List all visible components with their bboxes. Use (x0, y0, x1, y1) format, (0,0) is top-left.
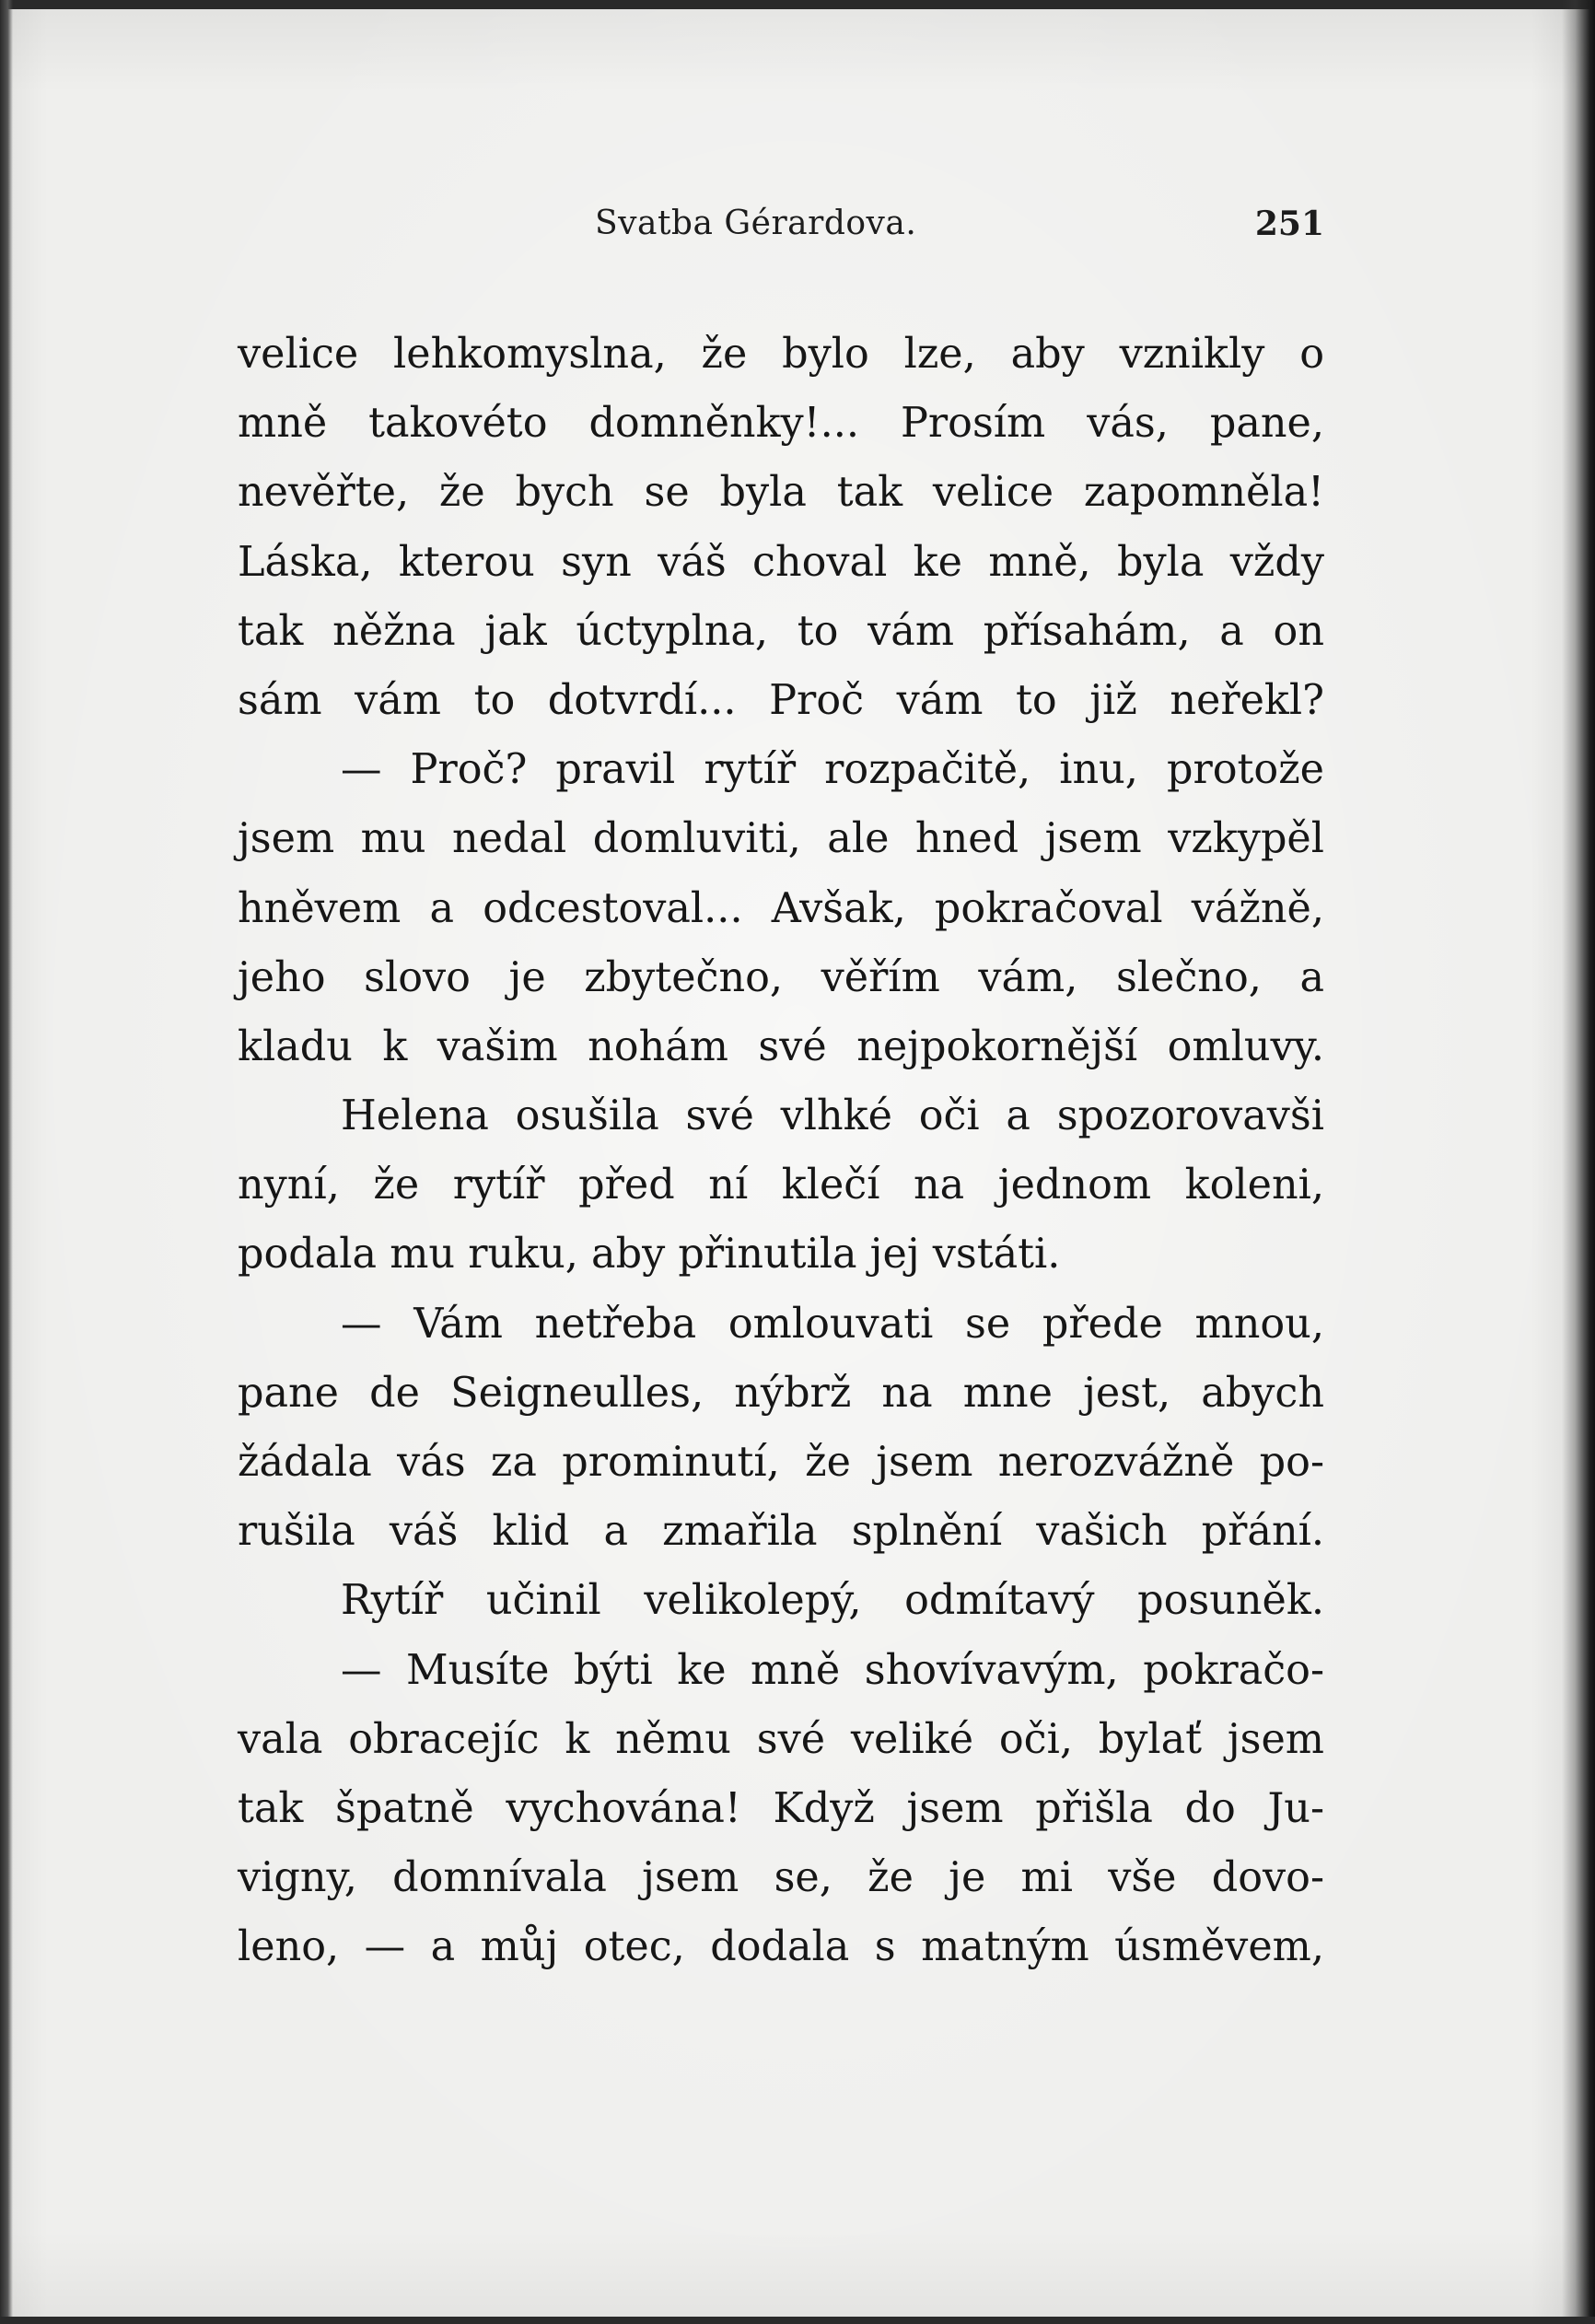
text-line: Rytíř učinil velikolepý, odmítavý posuněk. (341, 1577, 1324, 1625)
page-number: 251 (1254, 204, 1324, 243)
page-body-text (238, 320, 1324, 1982)
text-line: vigny, domnívala jsem se, že je mi vše dovo- (238, 1854, 1324, 1902)
text-line: podala mu ruku, aby přinutila jej vstáti. (238, 1231, 1061, 1279)
text-line: Láska, kterou syn váš choval ke mně, byla vždy (238, 538, 1324, 586)
text-line: žádala vás za prominutí, že jsem nerozvážně po- (238, 1439, 1324, 1486)
scan-edge-left (0, 0, 13, 2324)
text-line: velice lehkomyslna, že bylo lze, aby vznikly o (238, 331, 1324, 378)
text-line: nyní, že rytíř před ní klečí na jednom koleni, (238, 1162, 1324, 1209)
text-line: Helena osušila své vlhké oči a spozorovavši (341, 1092, 1324, 1140)
text-line: — Vám netřeba omlouvati se přede mnou, (341, 1300, 1324, 1348)
text-line: tak špatně vychována! Když jsem přišla do Ju- (238, 1784, 1324, 1832)
text-line: — Proč? pravil rytíř rozpačitě, inu, protože (341, 746, 1324, 794)
text-line: kladu k vašim nohám své nejpokornější omluvy. (238, 1022, 1324, 1070)
text-line: hněvem a odcestoval... Avšak, pokračoval vážně, (238, 884, 1324, 932)
text-line: mně takovéto domněnky!... Prosím vás, pane, (238, 400, 1324, 448)
running-title: Svatba Gérardova. (595, 204, 917, 242)
text-line: pane de Seigneulles, nýbrž na mne jest, abych (238, 1369, 1324, 1417)
page-header (238, 204, 1324, 252)
text-line: tak něžna jak úctyplna, to vám přísahám, a on (238, 607, 1324, 655)
text-line: vala obracejíc k němu své veliké oči, bylať jsem (238, 1715, 1324, 1763)
text-line: jeho slovo je zbytečno, věřím vám, slečno, a (238, 953, 1324, 1001)
text-line: — Musíte býti ke mně shovívavým, pokračo- (341, 1646, 1324, 1694)
text-line: leno, — a můj otec, dodala s matným úsměvem, (238, 1923, 1324, 1971)
scan-edge-right (1562, 0, 1595, 2324)
scan-edge-top (0, 0, 1595, 9)
text-line: nevěřte, že bych se byla tak velice zapomněla! (238, 469, 1324, 517)
scan-edge-bottom (0, 2317, 1595, 2324)
text-line: sám vám to dotvrdí... Proč vám to již neřekl? (238, 676, 1324, 724)
text-line: jsem mu nedal domluviti, ale hned jsem vzkypěl (238, 815, 1324, 863)
text-line: rušila váš klid a zmařila splnění vašich přání. (238, 1508, 1324, 1556)
